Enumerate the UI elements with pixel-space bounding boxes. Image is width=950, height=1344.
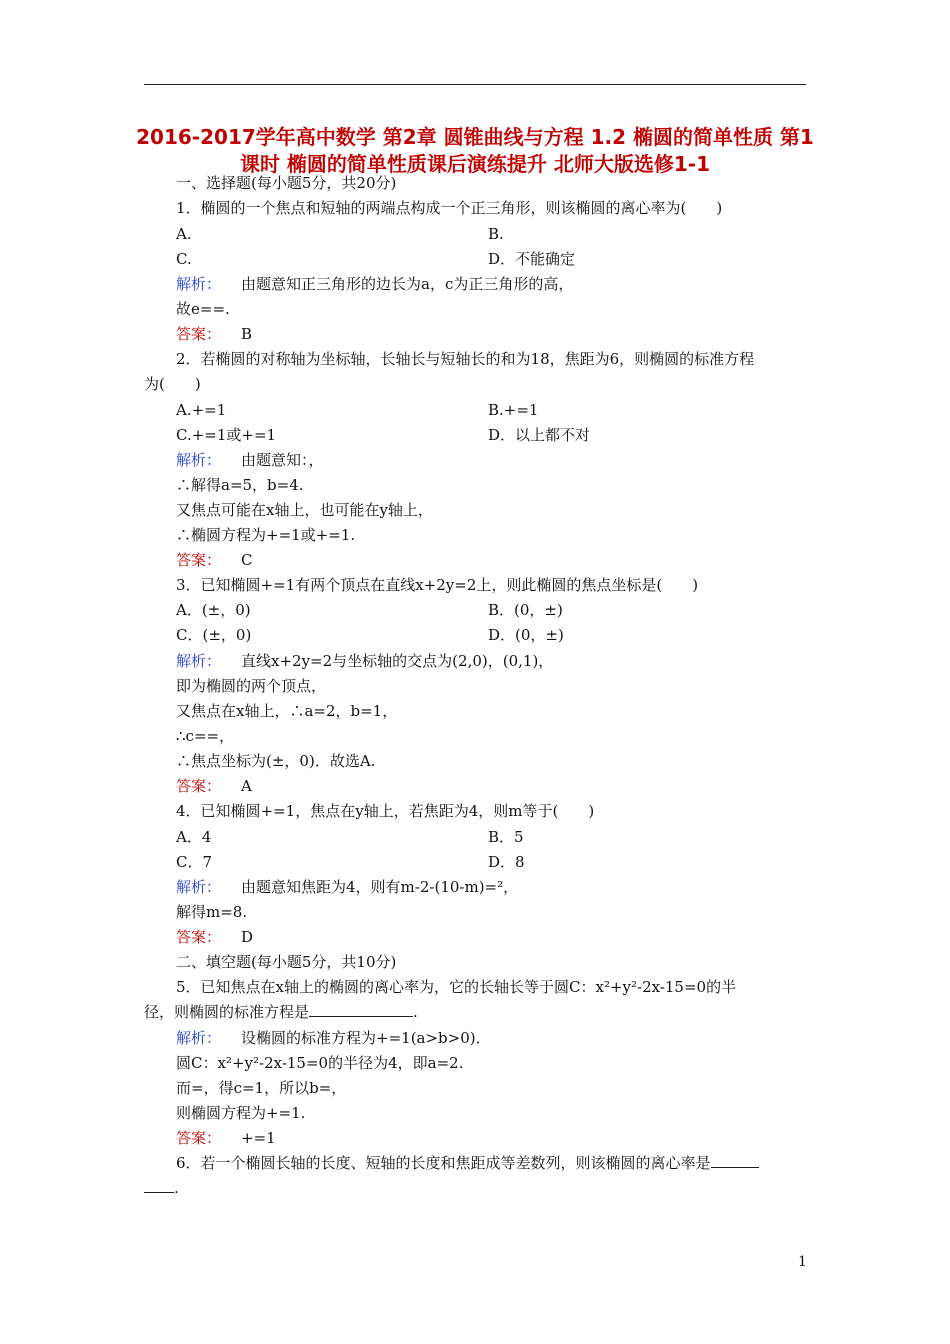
solution-label: 解析： bbox=[176, 878, 222, 896]
q4-solution-line-2: 解得m=8. bbox=[176, 903, 248, 921]
q4-option-b: B．5 bbox=[488, 828, 524, 846]
solution-label: 解析： bbox=[176, 1029, 222, 1047]
q1-solution-line-2: 故e==. bbox=[176, 300, 230, 318]
q4-solution-line-1: 解析： 由题意知焦距为4，则有m-2-(10-m)=²， bbox=[176, 878, 519, 896]
answer-label: 答案： bbox=[176, 928, 222, 946]
q1-option-d: D．不能确定 bbox=[488, 250, 576, 268]
q1-stem: 1．椭圆的一个焦点和短轴的两端点构成一个正三角形，则该椭圆的离心率为( ) bbox=[176, 199, 723, 217]
q2-stem-line-1: 2．若椭圆的对称轴为坐标轴，长轴长与短轴长的和为18，焦距为6，则椭圆的标准方程 bbox=[176, 350, 755, 368]
q5-solution-line-4: 则椭圆方程为+=1. bbox=[176, 1104, 306, 1122]
q2-option-b: B.+=1 bbox=[488, 401, 539, 419]
solution-label: 解析： bbox=[176, 652, 222, 670]
q5-solution-line-1: 解析： 设椭圆的标准方程为+=1(a>b>0)． bbox=[176, 1029, 491, 1047]
q5-stem-line-2: 径，则椭圆的标准方程是 . bbox=[144, 1003, 418, 1021]
q3-option-d: D．(0，±) bbox=[488, 626, 564, 644]
q4-option-a: A．4 bbox=[176, 828, 212, 846]
q1-option-a: A. bbox=[176, 225, 192, 243]
q2-solution-line-1: 解析： 由题意知：， bbox=[176, 451, 324, 469]
q2-solution-line-3: 又焦点可能在x轴上，也可能在y轴上， bbox=[176, 501, 433, 519]
q2-option-a: A.+=1 bbox=[176, 401, 227, 419]
answer-label: 答案： bbox=[176, 1129, 222, 1147]
q1-option-b: B. bbox=[488, 225, 504, 243]
q5-solution-line-2: 圆C：x²+y²-2x-15=0的半径为4，即a=2. bbox=[176, 1054, 464, 1072]
header-rule bbox=[144, 84, 806, 85]
q2-solution-line-4: ∴椭圆方程为+=1或+=1. bbox=[176, 526, 356, 544]
q2-option-d: D．以上都不对 bbox=[488, 426, 591, 444]
solution-label: 解析： bbox=[176, 451, 222, 469]
answer-label: 答案： bbox=[176, 325, 222, 343]
q3-option-a: A．(±，0) bbox=[176, 601, 251, 619]
q3-option-b: B．(0，±) bbox=[488, 601, 563, 619]
q1-option-c: C. bbox=[176, 250, 192, 268]
q5-answer-blank bbox=[309, 1003, 413, 1017]
q3-stem: 3．已知椭圆+=1有两个顶点在直线x+2y=2上，则此椭圆的焦点坐标是( ) bbox=[176, 576, 699, 594]
q6-stem-line-2: . bbox=[144, 1179, 179, 1197]
q4-option-d: D．8 bbox=[488, 853, 525, 871]
q6-stem-line-1: 6．若一个椭圆长轴的长度、短轴的长度和焦距成等差数列，则该椭圆的离心率是 bbox=[176, 1154, 759, 1172]
q2-option-c: C.+=1或+=1 bbox=[176, 426, 277, 444]
document-title: 2016-2017学年高中数学 第2章 圆锥曲线与方程 1.2 椭圆的简单性质 第1课时 椭圆的简单性质课后演练提升 北师大版选修1-1 bbox=[136, 125, 814, 176]
q3-solution-line-2: 即为椭圆的两个顶点， bbox=[176, 677, 327, 695]
q4-answer: 答案： D bbox=[176, 928, 254, 946]
q3-solution-line-1: 解析： 直线x+2y=2与坐标轴的交点为(2,0)，(0,1)， bbox=[176, 652, 554, 670]
q4-stem: 4．已知椭圆+=1，焦点在y轴上，若焦距为4，则m等于( ) bbox=[176, 802, 595, 820]
q3-answer: 答案： A bbox=[176, 777, 252, 795]
section-heading-fill-in: 二、填空题(每小题5分，共10分) bbox=[176, 953, 397, 971]
q1-answer: 答案： B bbox=[176, 325, 253, 343]
q2-solution-line-2: ∴解得a=5，b=4. bbox=[176, 476, 304, 494]
answer-label: 答案： bbox=[176, 777, 222, 795]
q5-stem-line-1: 5．已知焦点在x轴上的椭圆的离心率为，它的长轴长等于圆C：x²+y²-2x-15=0的半 bbox=[176, 978, 737, 996]
q1-solution-line-1: 解析： 由题意知正三角形的边长为a，c为正三角形的高， bbox=[176, 275, 574, 293]
q4-option-c: C．7 bbox=[176, 853, 213, 871]
page-number: 1 bbox=[798, 1254, 807, 1270]
q5-answer: 答案： +=1 bbox=[176, 1129, 276, 1147]
q6-answer-blank-part-2 bbox=[144, 1179, 174, 1193]
q3-option-c: C．(±，0) bbox=[176, 626, 252, 644]
q3-solution-line-3: 又焦点在x轴上，∴a=2，b=1， bbox=[176, 702, 398, 720]
section-heading-choice: 一、选择题(每小题5分，共20分) bbox=[176, 174, 397, 192]
q2-stem-line-2: 为( ) bbox=[144, 375, 201, 393]
q5-solution-line-3: 而=，得c=1，所以b=， bbox=[176, 1079, 347, 1097]
answer-label: 答案： bbox=[176, 551, 222, 569]
q2-answer: 答案： C bbox=[176, 551, 253, 569]
solution-label: 解析： bbox=[176, 275, 222, 293]
q3-solution-line-4: ∴c==， bbox=[176, 727, 235, 745]
q6-answer-blank-part-1 bbox=[711, 1154, 759, 1168]
q3-solution-line-5: ∴焦点坐标为(±，0)．故选A. bbox=[176, 752, 376, 770]
